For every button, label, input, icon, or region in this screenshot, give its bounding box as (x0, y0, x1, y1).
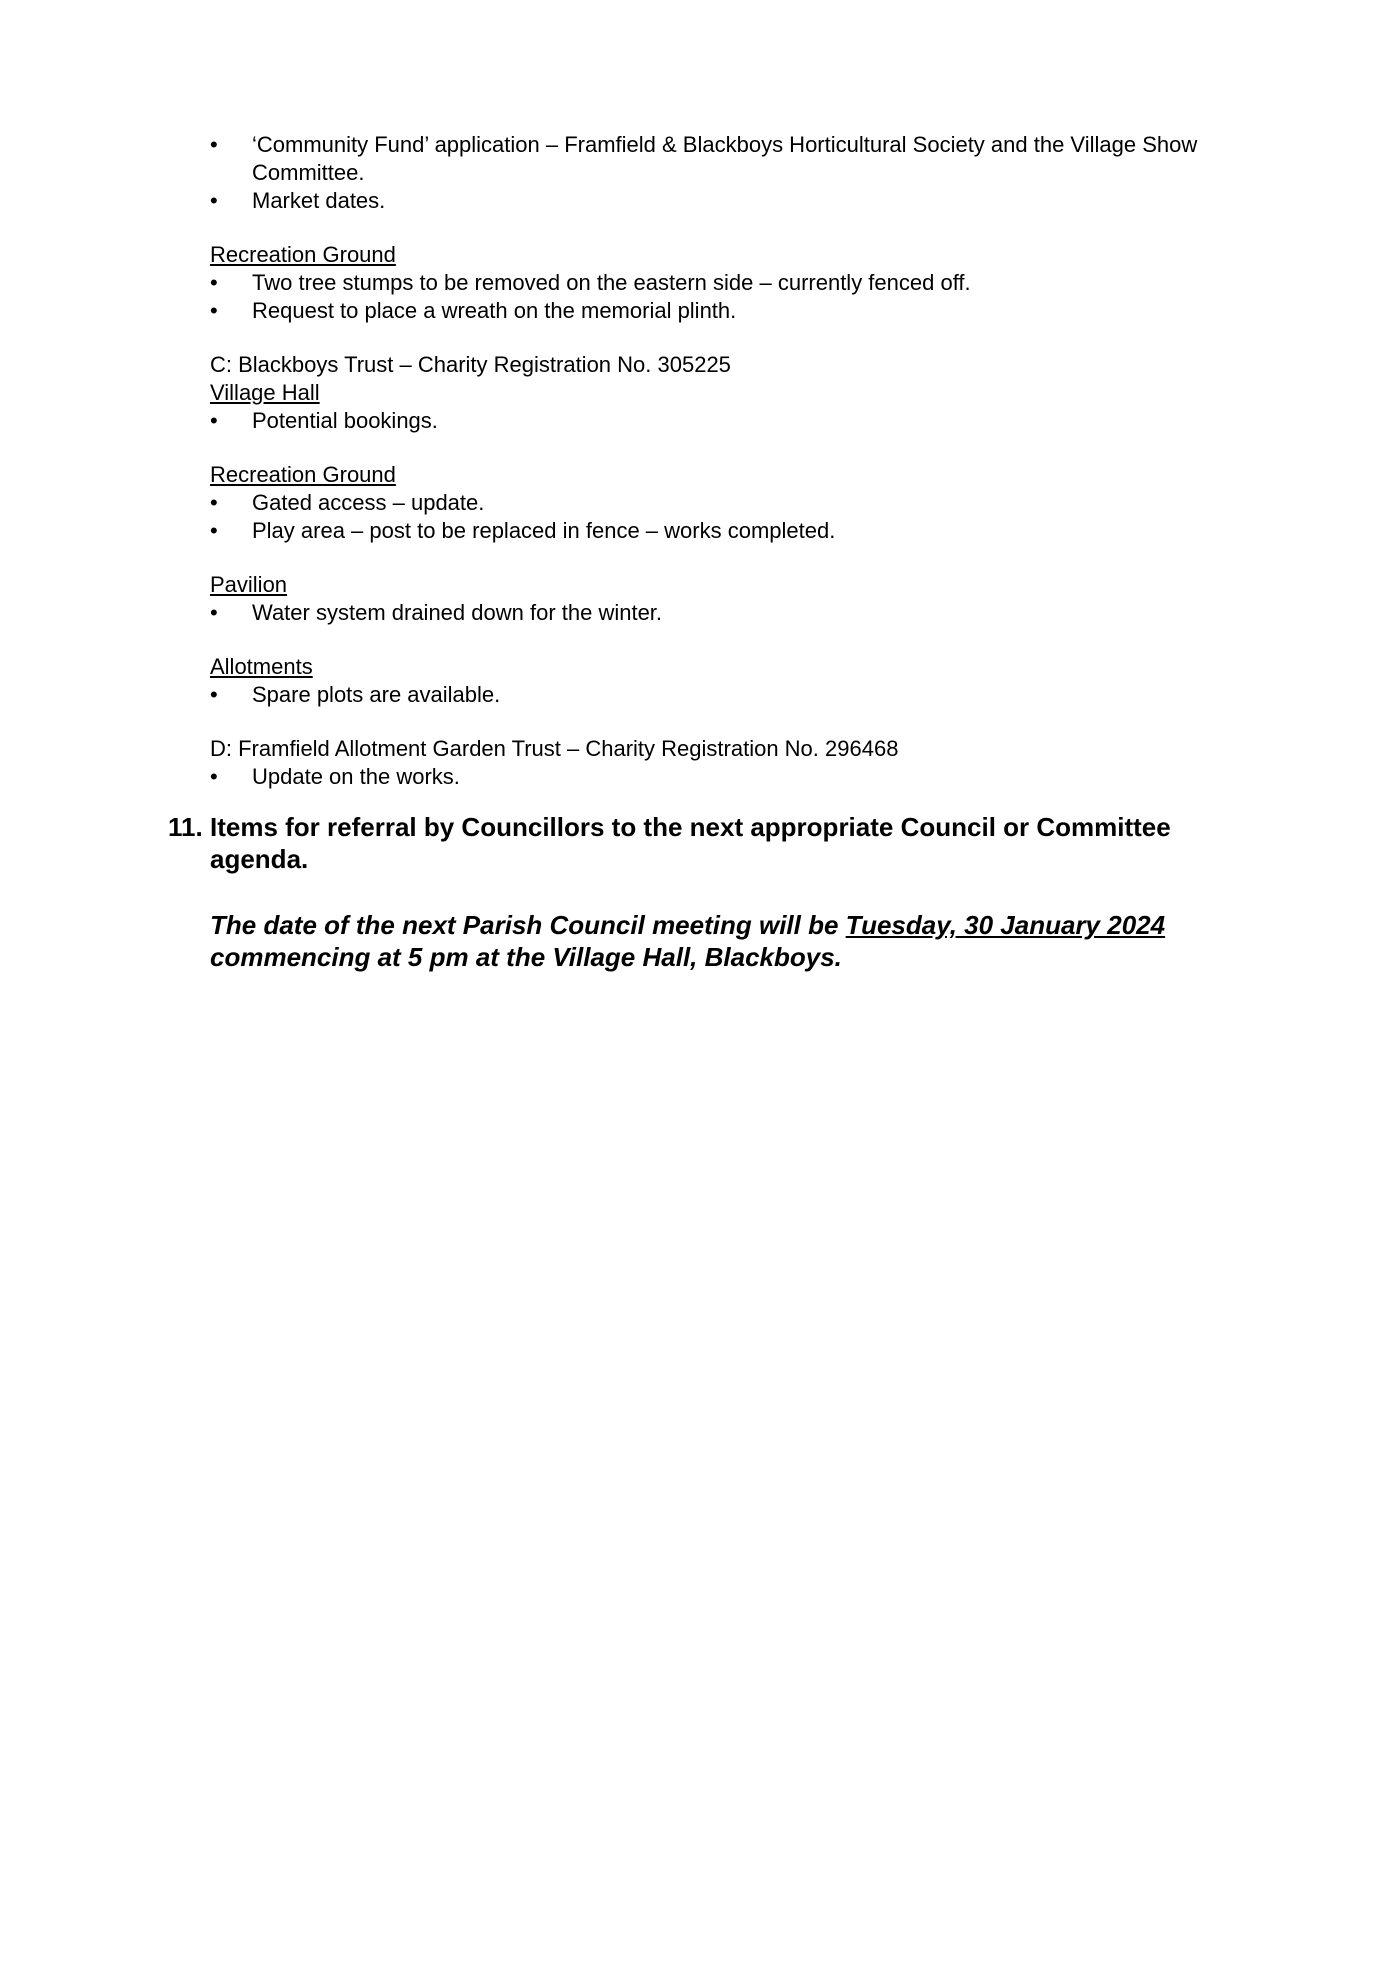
next-meeting-prefix: The date of the next Parish Council meeting will be (210, 910, 846, 940)
pavilion-heading: Pavilion (210, 572, 288, 597)
blackboys-trust-title: C: Blackboys Trust – Charity Registration No. 305225 (210, 352, 731, 377)
next-meeting-suffix: commencing at 5 pm at the Village Hall, Blackboys. (210, 942, 842, 972)
allotment-trust-list (210, 763, 1270, 791)
item-11-text: Items for referral by Councillors to the next appropriate Council or Committee agenda. (210, 812, 1171, 874)
next-meeting-notice (210, 909, 1270, 973)
item-11-heading (168, 811, 1270, 875)
list-item: • Gated access – update. (210, 489, 1270, 517)
trust-recreation-ground-heading: Recreation Ground (210, 462, 396, 487)
trust-recreation-ground-list (210, 489, 1270, 545)
document-content (168, 131, 1270, 973)
list-item: • Spare plots are available. (210, 681, 1270, 709)
pavilion-list (210, 599, 1270, 627)
list-item: • Play area – post to be replaced in fence – works completed. (210, 517, 1270, 545)
list-item: • Request to place a wreath on the memorial plinth. (210, 297, 1270, 325)
item-11-number: 11. (168, 812, 203, 842)
list-item: • Market dates. (210, 187, 1270, 215)
list-item: • Two tree stumps to be removed on the eastern side – currently fenced off. (210, 269, 1270, 297)
list-item: • Potential bookings. (210, 407, 1270, 435)
allotment-trust-title: D: Framfield Allotment Garden Trust – Charity Registration No. 296468 (210, 736, 899, 761)
section-b-list (210, 131, 1270, 215)
village-hall-list (210, 407, 1270, 435)
allotments-list (210, 681, 1270, 709)
list-item: • Update on the works. (210, 763, 1270, 791)
recreation-ground-list (210, 269, 1270, 325)
village-hall-heading: Village Hall (210, 380, 320, 405)
allotments-heading: Allotments (210, 654, 313, 679)
recreation-ground-heading: Recreation Ground (210, 242, 396, 267)
next-meeting-date: Tuesday, 30 January 2024 (845, 910, 1166, 940)
list-item: • ‘Community Fund’ application – Framfield & Blackboys Horticultural Society and the Village Show Committee. (210, 131, 1270, 187)
list-item: • Water system drained down for the winter. (210, 599, 1270, 627)
